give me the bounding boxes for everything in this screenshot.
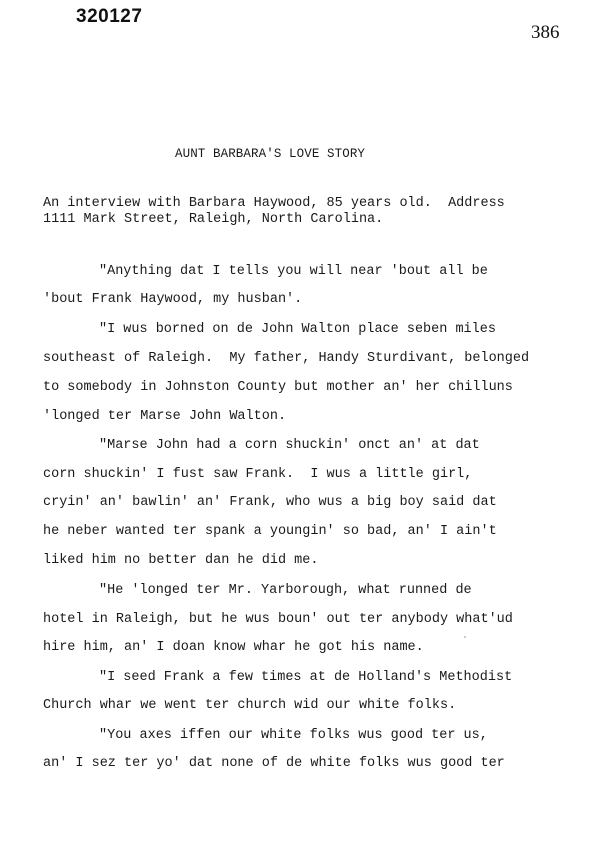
body-line: hotel in Raleigh, but he wus boun' out ter anybody what'ud bbox=[43, 612, 513, 627]
body-line: southeast of Raleigh. My father, Handy Sturdivant, belonged bbox=[43, 351, 530, 366]
body-line: he neber wanted ter spank a youngin' so bad, an' I ain't bbox=[43, 524, 497, 539]
body-line: "Anything dat I tells you will near 'bout all be bbox=[99, 264, 488, 279]
body-line: "I seed Frank a few times at de Holland's Methodist bbox=[99, 670, 513, 685]
body-line: 'longed ter Marse John Walton. bbox=[43, 409, 287, 424]
intro-line: An interview with Barbara Haywood, 85 years old. Address bbox=[43, 196, 505, 211]
body-line: Church whar we went ter church wid our white folks. bbox=[43, 698, 457, 713]
body-line: to somebody in Johnston County but mother an' her chilluns bbox=[43, 380, 513, 395]
body-line: hire him, an' I doan know whar he got his name. bbox=[43, 640, 424, 655]
scan-speck bbox=[464, 636, 466, 638]
body-line: "He 'longed ter Mr. Yarborough, what runned de bbox=[99, 583, 472, 598]
body-line: liked him no better dan he did me. bbox=[43, 553, 319, 568]
intro-line: 1111 Mark Street, Raleigh, North Carolina. bbox=[43, 212, 384, 227]
document-title: AUNT BARBARA'S LOVE STORY bbox=[175, 147, 366, 161]
body-line: corn shuckin' I fust saw Frank. I wus a little girl, bbox=[43, 467, 473, 482]
body-line: "You axes iffen our white folks wus good ter us, bbox=[99, 728, 488, 743]
page-number: 386 bbox=[531, 22, 560, 43]
body-line: "I wus borned on de John Walton place seben miles bbox=[99, 322, 496, 337]
body-line: 'bout Frank Haywood, my husban'. bbox=[43, 292, 303, 307]
document-id: 320127 bbox=[76, 6, 143, 27]
body-line: cryin' an' bawlin' an' Frank, who wus a big boy said dat bbox=[43, 495, 497, 510]
body-line: "Marse John had a corn shuckin' onct an' at dat bbox=[99, 438, 480, 453]
body-line: an' I sez ter yo' dat none of de white folks wus good ter bbox=[43, 756, 505, 771]
